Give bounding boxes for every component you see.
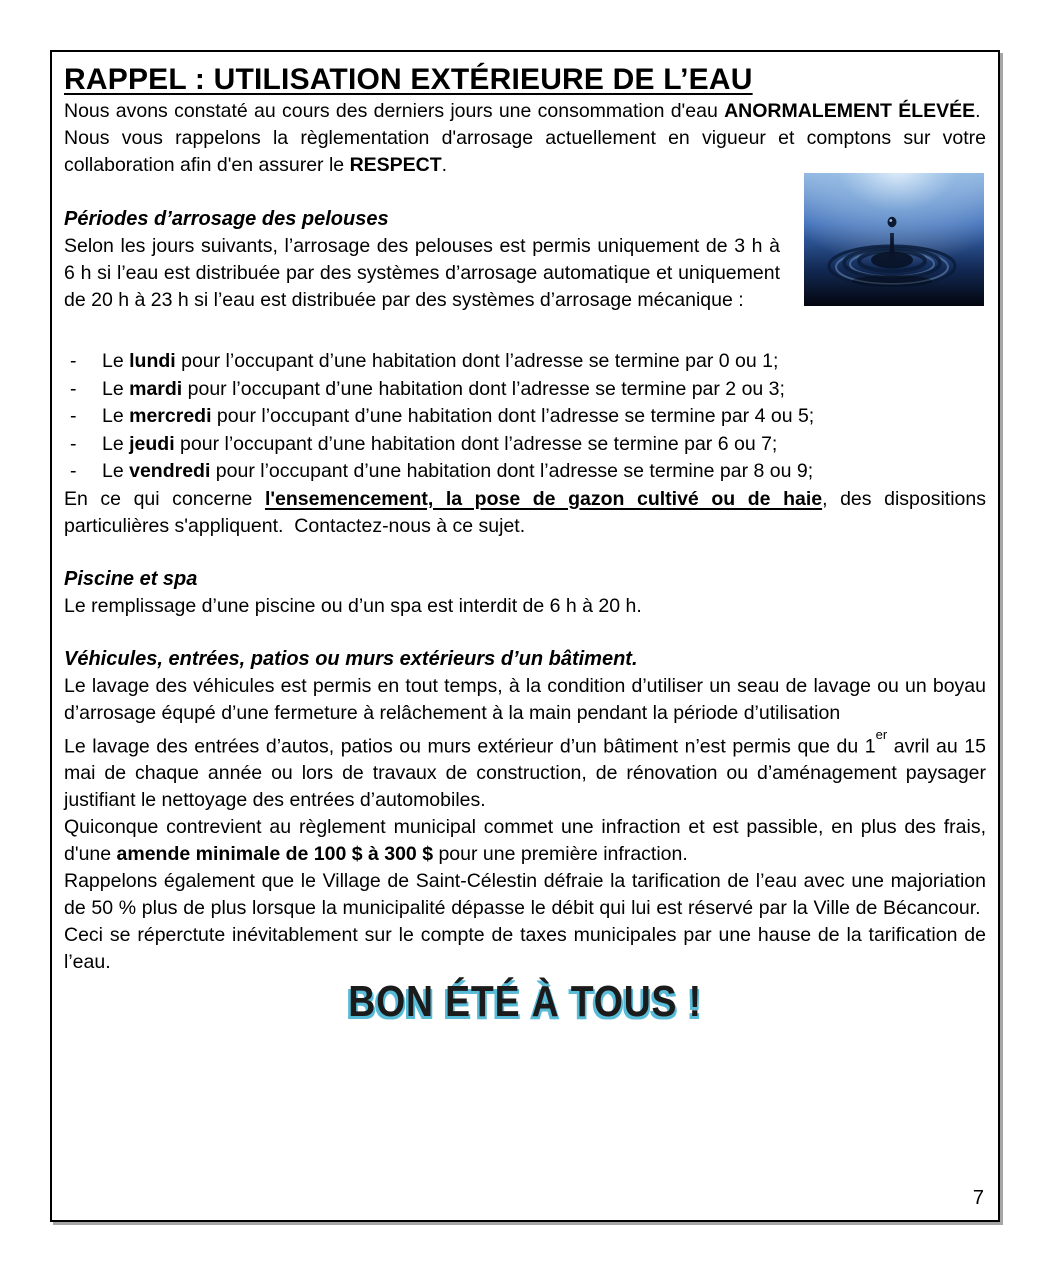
intro-bold-elevated: ANORMALEMENT ÉLEVÉE [724, 100, 976, 122]
page-number: 7 [972, 1187, 984, 1209]
list-bullet: - [70, 350, 77, 372]
water-droplet-svg [804, 173, 984, 306]
item-rest: pour l’occupant d’une habitation dont l’adresse se termine par 6 ou 7; [174, 432, 778, 455]
list-item-tuesday [64, 376, 986, 404]
list-item-thursday [64, 431, 986, 459]
seeding-text-2: , des dispositions particulières s'appliquent. Contactez-nous à ce sujet. [64, 487, 986, 537]
closing-banner [64, 976, 986, 1028]
page-title: RAPPEL : UTILISATION EXTÉRIEURE DE L’EAU [64, 63, 753, 96]
list-bullet: - [70, 405, 77, 427]
item-day: mardi [129, 377, 183, 400]
watering-paragraph: Selon les jours suivants, l’arrosage des pelouses est permis uniquement de 3 h à 6 h si l’eau est distribuée par des systèmes d’arrosage automatique et uniquement de 20 h à 23 h si l’eau est distribuée par des systèmes d’arrosage mécanique : [64, 235, 780, 311]
list-bullet: - [70, 460, 77, 482]
seeding-paragraph [64, 486, 986, 540]
vehicles-paragraph: Le lavage des véhicules est permis en tout temps, à la condition d’utiliser un seau de lavage ou un boyau d’arrosage équpé d’une fermeture à relâchement à la main pendant la période d’utilisation [64, 674, 986, 724]
driveways-paragraph [64, 727, 986, 815]
item-pre: Le [102, 377, 130, 400]
driveways-text-2: avril au 15 mai de chaque année ou lors de travaux de construction, de rénovation ou d’aménagement paysager justifiant le nettoyage des entrées d’automobiles. [64, 735, 986, 811]
watering-schedule-list [64, 348, 986, 486]
fine-text-1: Quiconque contrevient au règlement municipal commet une infraction et est passible, en plus des frais, d'une [64, 816, 986, 865]
intro-paragraph [64, 98, 986, 179]
item-pre: Le [102, 432, 130, 455]
item-pre: Le [102, 460, 130, 482]
pool-paragraph: Le remplissage d’une piscine ou d’un spa est interdit de 6 h à 20 h. [64, 594, 642, 617]
closing-wordart: BON ÉTÉ À TOUS ! [348, 977, 702, 1026]
item-pre: Le [102, 350, 130, 372]
list-item-wednesday [64, 403, 986, 431]
item-day: mercredi [129, 405, 212, 427]
item-rest: pour l’occupant d’une habitation dont l’adresse se termine par 0 ou 1; [175, 350, 779, 372]
seeding-bold-underline: l'ensemencement, la pose de gazon cultivé ou de haie [264, 487, 823, 510]
list-bullet: - [70, 432, 77, 455]
vehicles-heading: Véhicules, entrées, patios ou murs extérieurs d’un bâtiment. [64, 647, 638, 670]
ordinal-superscript: er [875, 726, 888, 742]
seeding-text-1: En ce qui concerne [64, 487, 265, 510]
tariff-paragraph: Rappelons également que le Village de Saint-Célestin défraie la tarification de l’eau avec une majoriation de 50 % plus de plus lorsque la municipalité dépasse le débit qui lui est réservé par la Ville de Bécancour. Ceci se réperctute inévitablement sur le compte de taxes municipales par une hause de la tarification de l’eau. [64, 870, 986, 973]
watering-heading: Périodes d’arrosage des pelouses [64, 208, 389, 230]
list-item-friday [64, 458, 986, 486]
fine-bold-amount: amende minimale de 100 $ à 300 $ [116, 843, 434, 865]
list-bullet: - [70, 377, 77, 400]
item-day: jeudi [129, 432, 175, 455]
intro-text-1: Nous avons constaté au cours des derniers jours une consommation d'eau [64, 100, 725, 122]
intro-bold-respect: RESPECT [349, 154, 442, 176]
content-frame [50, 50, 1000, 1222]
item-rest: pour l’occupant d’une habitation dont l’adresse se termine par 2 ou 3; [182, 377, 785, 400]
item-day: vendredi [129, 460, 211, 482]
intro-text-2: . Nous vous rappelons la règlementation d'arrosage actuellement en vigueur et comptons sur votre collaboration afin d'en assurer le [64, 100, 987, 176]
fine-text-2: pour une première infraction. [433, 843, 688, 865]
water-droplet-image [804, 173, 984, 306]
item-pre: Le [102, 405, 130, 427]
pool-heading: Piscine et spa [64, 567, 198, 590]
intro-text-3: . [441, 154, 448, 176]
fine-paragraph [64, 814, 986, 868]
list-item-monday [64, 348, 986, 376]
item-day: lundi [129, 350, 176, 372]
driveways-text-1: Le lavage des entrées d’autos, patios ou murs extérieur d’un bâtiment n’est permis que du 1 [64, 735, 876, 757]
item-rest: pour l’occupant d’une habitation dont l’adresse se termine par 4 ou 5; [211, 405, 815, 427]
item-rest: pour l’occupant d’une habitation dont l’adresse se termine par 8 ou 9; [210, 460, 814, 482]
